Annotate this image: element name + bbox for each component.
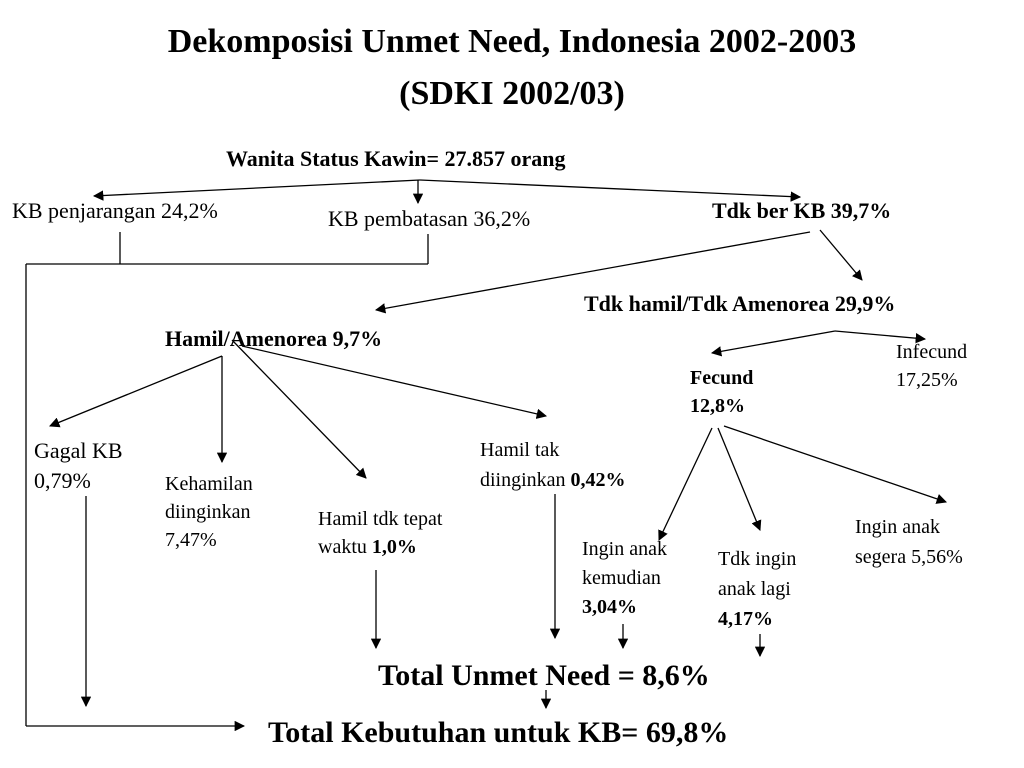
node-tdk-ingin-anak-lagi [718,544,796,634]
node-hamil: Hamil/Amenorea 9,7% [165,326,383,351]
node-tdk-hamil: Tdk hamil/Tdk Amenorea 29,9% [584,291,896,316]
arrow-tdkberkb-to-tdkhamil [820,230,862,280]
arrow-tdkhamil-to-fecund [712,331,835,353]
node-tdk-ingin-anak-lagi-line1: Tdk ingin [718,548,797,570]
node-infecund-value: 17,25% [896,369,958,391]
node-kehamilan-diinginkan-value: 7,47% [165,529,217,551]
node-infecund-label: Infecund [896,341,968,363]
node-fecund-label: Fecund [690,367,754,389]
node-total-unmet-need: Total Unmet Need = 8,6% [378,659,710,692]
node-tdk-ingin-anak-lagi-line2: anak lagi [718,578,791,600]
node-hamil-tak-diinginkan-line2: diinginkan [480,469,571,491]
node-total-kebutuhan: Total Kebutuhan untuk KB= 69,8% [268,716,729,749]
arrow-root-to-tdk-ber-kb [420,180,800,197]
node-fecund [690,364,753,420]
arrow-hamil-to-tak-diinginkan [242,346,546,416]
node-fecund-value: 12,8% [690,395,745,417]
node-ingin-anak-kemudian [582,535,667,622]
node-kb-penjarangan: KB penjarangan 24,2% [12,198,218,223]
node-gagal-kb [34,436,123,496]
node-hamil-tdk-tepat-line1: Hamil tdk tepat [318,508,443,530]
node-kehamilan-diinginkan-line2: diinginkan [165,501,251,523]
arrow-hamil-to-tdk-tepat [232,340,366,478]
node-hamil-tak-diinginkan-line1: Hamil tak [480,439,560,461]
node-kb-pembatasan: KB pembatasan 36,2% [328,206,531,231]
arrow-fecund-to-kemudian [659,428,712,540]
node-kehamilan-diinginkan [165,470,253,554]
node-tdk-ingin-anak-lagi-value: 4,17% [718,608,773,630]
node-infecund [896,338,967,394]
node-hamil-tdk-tepat-value: 1,0% [371,536,417,558]
arrow-fecund-to-tdk-ingin [718,428,760,530]
node-ingin-anak-segera [855,512,963,572]
node-gagal-kb-value: 0,79% [34,468,91,493]
arrow-root-to-penjarangan [94,180,420,196]
node-hamil-tdk-tepat-line2: waktu [318,536,372,558]
node-root: Wanita Status Kawin= 27.857 orang [226,146,566,171]
node-ingin-anak-kemudian-value: 3,04% [582,596,637,618]
node-hamil-tdk-tepat [318,505,442,561]
node-hamil-tak-diinginkan [480,435,626,495]
node-ingin-anak-segera-line1: Ingin anak [855,516,940,538]
node-hamil-tak-diinginkan-value: 0,42% [570,469,626,491]
node-tdk-ber-kb: Tdk ber KB 39,7% [712,198,892,223]
page-title-line2: (SDKI 2002/03) [399,75,625,112]
arrow-hamil-to-gagal [50,356,222,426]
node-gagal-kb-label: Gagal KB [34,438,123,463]
node-kehamilan-diinginkan-line1: Kehamilan [165,473,253,495]
node-ingin-anak-kemudian-line2: kemudian [582,567,661,589]
arrow-fecund-to-segera [724,426,946,502]
page-title-line1: Dekomposisi Unmet Need, Indonesia 2002-2003 [167,23,857,60]
node-ingin-anak-segera-line2: segera 5,56% [855,546,963,568]
node-ingin-anak-kemudian-line1: Ingin anak [582,538,667,560]
